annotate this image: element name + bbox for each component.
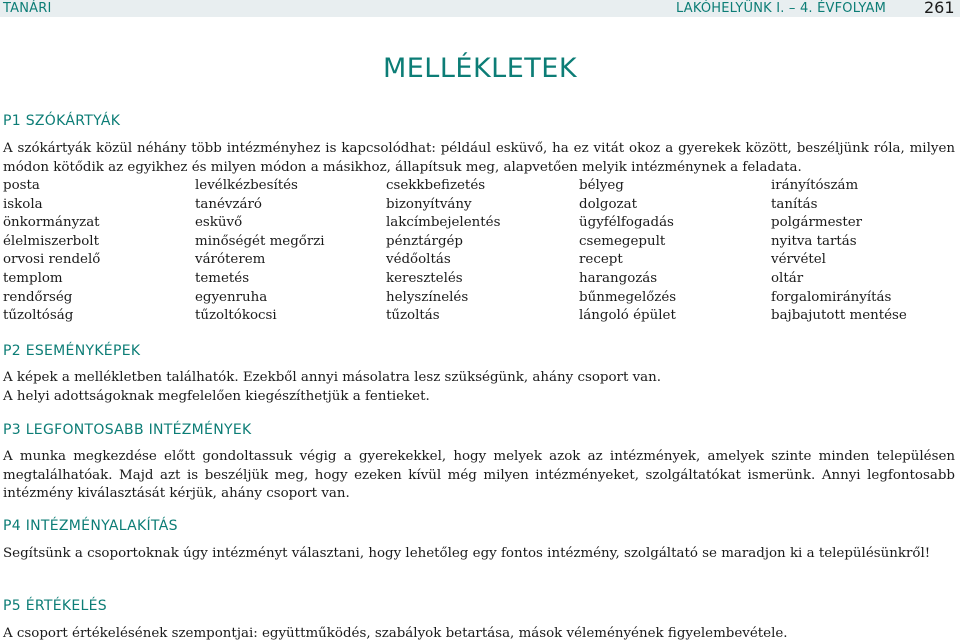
- word-card: bizonyítvány: [386, 196, 472, 212]
- section-heading-p2: P2 ESEMÉNYKÉPEK: [3, 343, 141, 359]
- p2-line-2: A helyi adottságoknak megfelelően kiegészíthetjük a fentieket.: [3, 389, 430, 404]
- word-card: templom: [3, 270, 63, 286]
- section-heading-p1: P1 SZÓKÁRTYÁK: [3, 113, 121, 129]
- word-row: [3, 178, 958, 197]
- word-row: [3, 197, 958, 216]
- header-right-title: LAKÓHELYÜNK I. – 4. ÉVFOLYAM: [676, 1, 887, 16]
- section-heading-p4: P4 INTÉZMÉNYALAKÍTÁS: [3, 518, 178, 534]
- word-row: [3, 234, 958, 253]
- word-card: tanítás: [771, 196, 818, 212]
- word-card: keresztelés: [386, 270, 463, 286]
- word-card: lakcímbejelentés: [386, 215, 501, 231]
- word-card: tanévzáró: [195, 196, 262, 212]
- word-card: ügyfélfogadás: [579, 215, 674, 231]
- word-card: tűzoltóság: [3, 308, 74, 324]
- p3-text: A munka megkezdése előtt gondoltassuk végig a gyerekekkel, hogy melyek azok az intézmények, amelyek szinte minden településen megtalálhatóak. Majd azt is beszéljük meg, hogy ezeken kívül még milyen intézményeket, szolgáltatókat ismerünk. Annyi legfontosabb intézmény kiválasztását kérjük, ahány csoport van.: [3, 449, 955, 501]
- word-card: iskola: [3, 196, 43, 212]
- word-card: harangozás: [579, 270, 658, 286]
- word-card: dolgozat: [579, 196, 637, 212]
- word-card: csekkbefizetés: [386, 178, 486, 193]
- word-card: rendőrség: [3, 289, 73, 305]
- word-card-grid: [3, 178, 958, 327]
- word-card: recept: [579, 252, 623, 268]
- word-card: bűnmegelőzés: [579, 289, 677, 305]
- word-row: [3, 271, 958, 290]
- word-row: [3, 290, 958, 309]
- word-row: [3, 215, 958, 234]
- word-card: polgármester: [771, 215, 863, 231]
- p5-text: A csoport értékelésének szempontjai: együttműködés, szabályok betartása, mások véleményének figyelembevétele.: [3, 626, 788, 641]
- word-card: bajbajutott mentése: [771, 308, 907, 324]
- word-card: levélkézbesítés: [195, 178, 298, 193]
- word-card: védőoltás: [386, 252, 451, 268]
- word-card: egyenruha: [195, 289, 268, 305]
- word-card: helyszínelés: [386, 289, 469, 305]
- word-card: oltár: [771, 270, 804, 286]
- word-card: posta: [3, 178, 40, 193]
- header-left-title: TANÁRI: [3, 1, 52, 16]
- word-row: [3, 252, 958, 271]
- word-card: tűzoltókocsi: [195, 308, 277, 324]
- word-card: temetés: [195, 270, 250, 286]
- word-card: élelmiszerbolt: [3, 233, 99, 249]
- word-card: pénztárgép: [386, 233, 464, 249]
- p1-intro: A szókártyák közül néhány több intézményhez is kapcsolódhat: például esküvő, ha ez vitát okoz a gyerekek között, beszéljünk róla, milyen módon kötődik az egyikhez és milyen módon a másikhoz, állapítsuk meg, alapvetően melyik intézménynek a feladata.: [3, 141, 955, 175]
- word-card: váróterem: [195, 252, 266, 268]
- section-heading-p5: P5 ÉRTÉKELÉS: [3, 598, 107, 614]
- word-card: vérvétel: [771, 252, 826, 268]
- word-row: [3, 308, 958, 327]
- word-card: orvosi rendelő: [3, 252, 101, 268]
- word-card: lángoló épület: [579, 308, 676, 324]
- word-card: minőségét megőrzi: [195, 233, 325, 249]
- word-card: önkormányzat: [3, 215, 100, 231]
- page-title: MELLÉKLETEK: [382, 53, 578, 84]
- word-card: forgalomirányítás: [771, 289, 892, 305]
- word-card: bélyeg: [579, 178, 624, 193]
- word-card: irányítószám: [771, 178, 859, 193]
- section-heading-p3: P3 LEGFONTOSABB INTÉZMÉNYEK: [3, 422, 252, 438]
- word-card: tűzoltás: [386, 308, 440, 324]
- word-card: esküvő: [195, 215, 243, 231]
- word-card: nyitva tartás: [771, 233, 857, 249]
- word-card: csemegepult: [579, 233, 666, 249]
- p4-text: Segítsünk a csoportoknak úgy intézményt választani, hogy lehetőleg egy fontos intézmény, szolgáltató se maradjon ki a településünkről!: [3, 546, 931, 561]
- page-number: 261: [924, 0, 955, 17]
- p2-line-1: A képek a mellékletben találhatók. Ezekből annyi másolatra lesz szükségünk, ahány csoport van.: [3, 370, 662, 385]
